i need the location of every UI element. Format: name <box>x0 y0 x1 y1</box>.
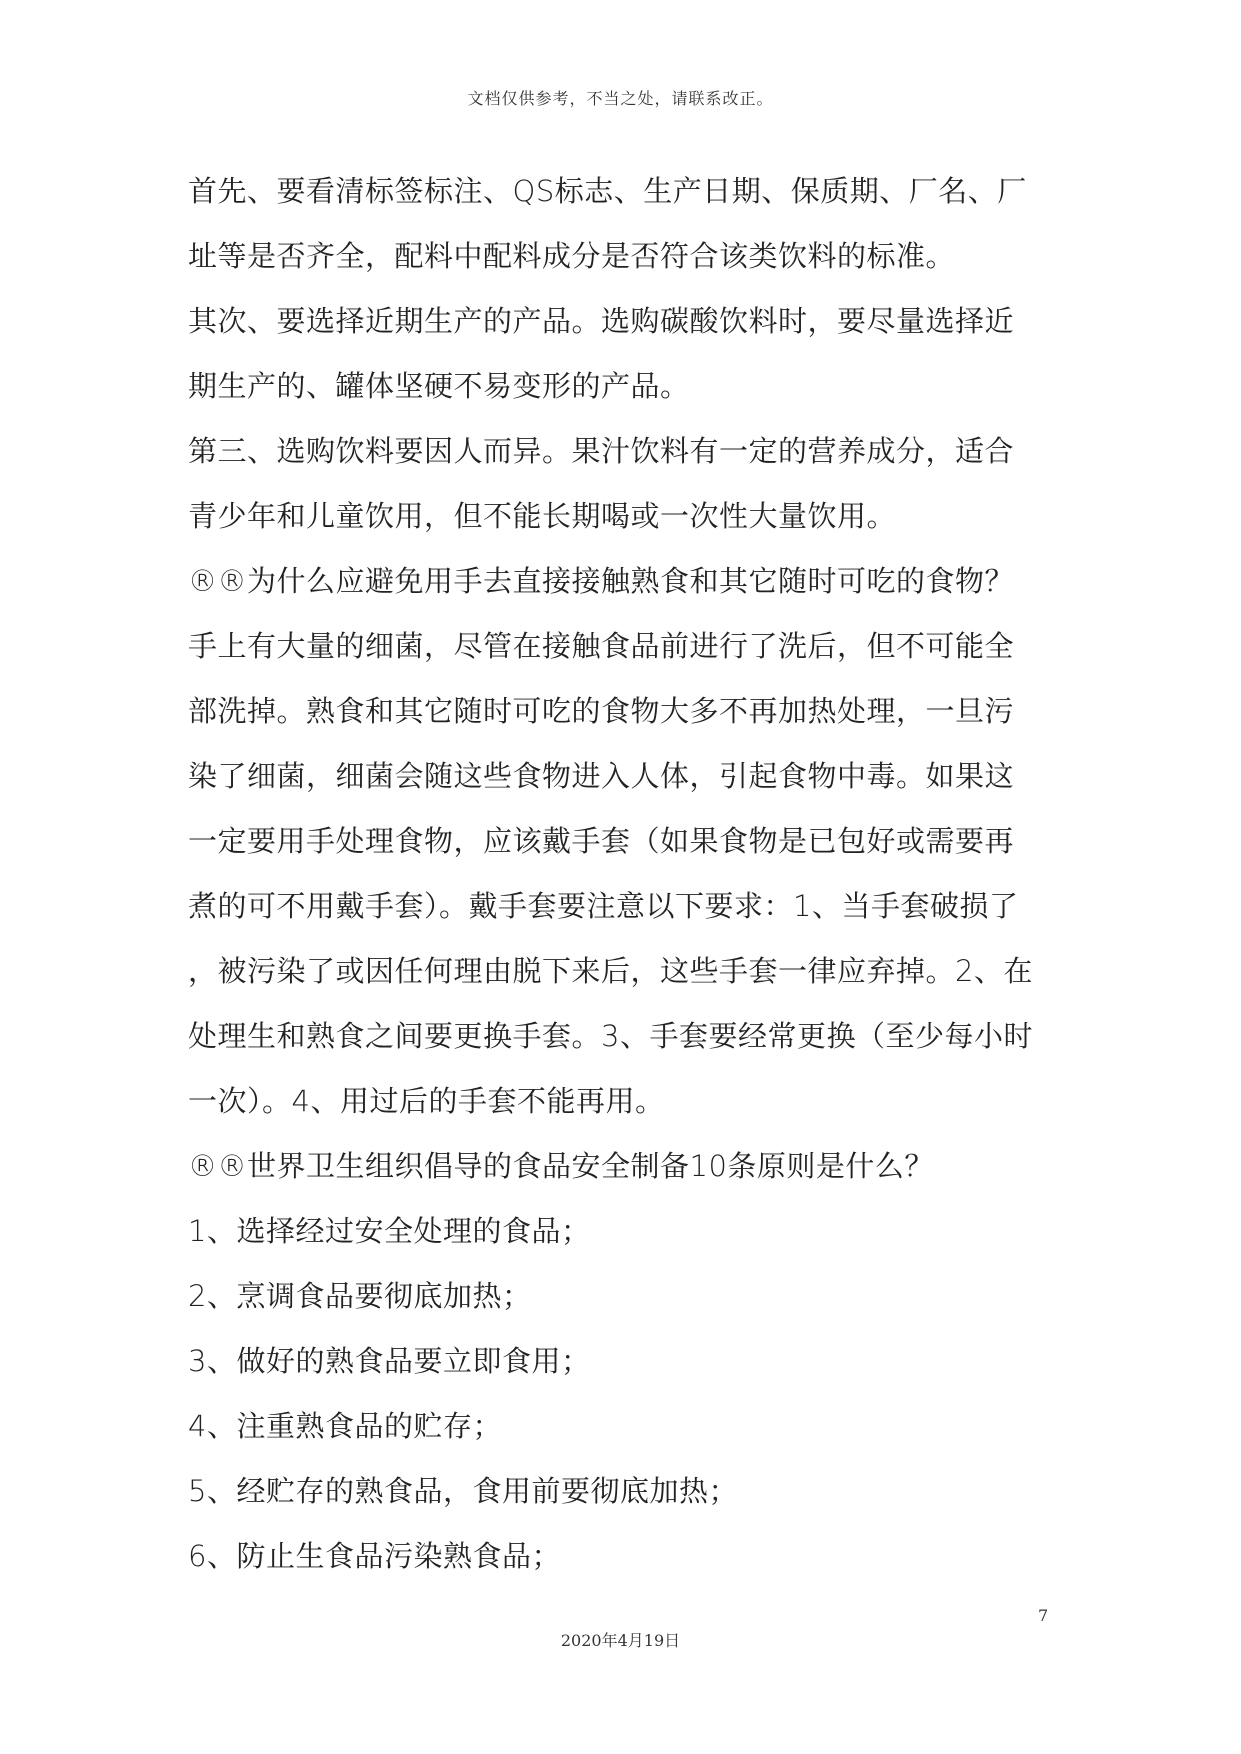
text-line: 第三、选购饮料要因人而异。果汁饮料有一定的营养成分，适合 <box>188 434 1015 468</box>
question-heading: ®®世界卫生组织倡导的食品安全制备10条原则是什么？ <box>188 1149 934 1183</box>
text-line: 其次、要选择近期生产的产品。选购碳酸饮料时，要尽量选择近 <box>188 304 1015 338</box>
text-line: 手上有大量的细菌，尽管在接触食品前进行了洗后，但不可能全 <box>188 629 1015 663</box>
list-item: 5、经贮存的熟食品，食用前要彻底加热； <box>188 1474 738 1508</box>
list-item: 4、注重熟食品的贮存； <box>188 1409 502 1443</box>
list-item: 3、做好的熟食品要立即食用； <box>188 1344 591 1378</box>
text-line: 址等是否齐全，配料中配料成分是否符合该类饮料的标准。 <box>188 239 956 273</box>
list-item: 1、选择经过安全处理的食品； <box>188 1214 591 1248</box>
text-line: 一次）。4、用过后的手套不能再用。 <box>188 1084 665 1118</box>
list-item: 2、烹调食品要彻底加热； <box>188 1279 532 1313</box>
text-line: 部洗掉。熟食和其它随时可吃的食物大多不再加热处理，一旦污 <box>188 694 1015 728</box>
text-line: 染了细菌，细菌会随这些食物进入人体，引起食物中毒。如果这 <box>188 759 1015 793</box>
text-line: 青少年和儿童饮用，但不能长期喝或一次性大量饮用。 <box>188 499 897 533</box>
text-line: 一定要用手处理食物，应该戴手套（如果食物是已包好或需要再 <box>188 824 1015 858</box>
question-heading: ®®为什么应避免用手去直接接触熟食和其它随时可吃的食物？ <box>188 564 1015 598</box>
page-footer-date: 2020年4月19日 <box>560 1631 681 1650</box>
text-line: 首先、要看清标签标注、QS标志、生产日期、保质期、厂名、厂 <box>188 174 1027 208</box>
page-number: 7 <box>1038 1606 1049 1625</box>
text-line: ，被污染了或因任何理由脱下来后，这些手套一律应弃掉。2、在 <box>188 954 1033 988</box>
text-line: 煮的可不用戴手套）。戴手套要注意以下要求：1、当手套破损了 <box>188 889 1019 923</box>
page-header: 文档仅供参考，不当之处，请联系改正。 <box>467 89 774 108</box>
text-line: 期生产的、罐体坚硬不易变形的产品。 <box>188 369 690 403</box>
list-item: 6、防止生食品污染熟食品； <box>188 1539 561 1573</box>
document-body <box>188 159 1068 1589</box>
text-line: 处理生和熟食之间要更换手套。3、手套要经常更换（至少每小时 <box>188 1019 1033 1053</box>
